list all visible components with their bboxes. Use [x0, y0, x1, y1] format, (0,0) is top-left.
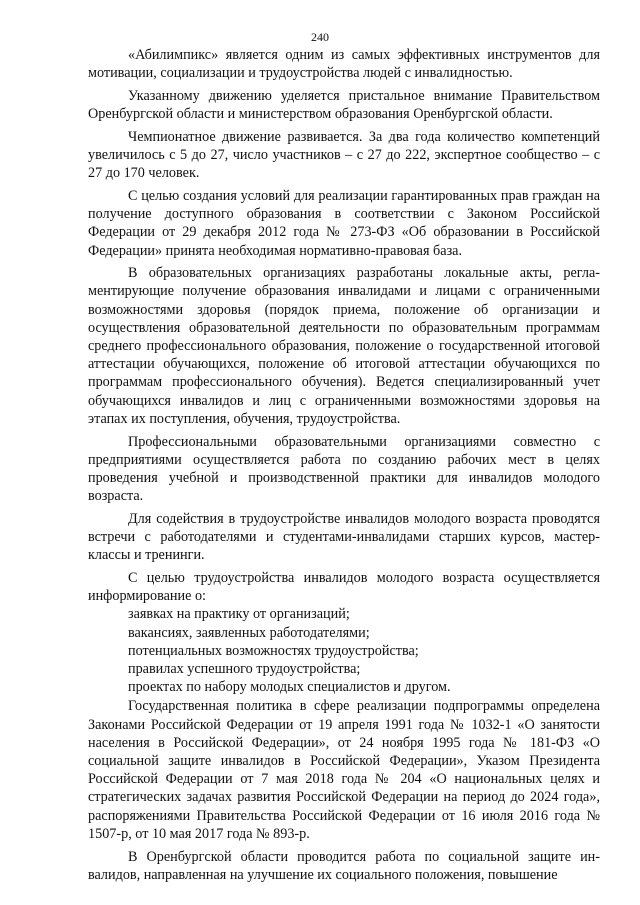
paragraph-employer-meetings: Для содействия в трудоустройстве инвалидов молодого возраста проводятся встречи с работодателями и студентами-инвалидами старших курсов, мастер-классы и тренинги.	[88, 510, 600, 564]
paragraph-local-acts: В образовательных организациях разработаны локальные акты, регламентирующие получение образования инвалидами и лицами с ограниченными возможностями здоровья (порядок приема, положение об организации и осуществления образовательной деятельности по образовательным программам среднего профессионального образования, положение о государственной итоговой аттестации обучающихся, положение об итоговой аттестации обучающихся по программам профессионального обучения). Ведется специализированный учет обучающихся инвалидов и лиц с ограниченными возможностями здоровья на этапах их поступления, обучения, трудоустройства.	[88, 265, 600, 427]
paragraph-state-policy: Государственная политика в сфере реализации подпрограммы определена Законами Российской Федерации от 19 апреля 1991 года № 1032-1 «О занятости населения в Российской Федерации», от 24 ноября 1995 года № 181-ФЗ «О социальной защите инвалидов в Российской Федерации», Указом Президента Российской Федерации от 7 мая 2018 года № 204 «О национальных целях и стратегических задачах развития Российской Федерации на период до 2024 года», распоряжениями Правительства Российской Федерации от 16 июля 2016 года № 1507-р, от 10 мая 2017 года № 893-р.	[88, 698, 600, 842]
paragraph-government-attention: Указанному движению уделяется пристальное внимание Правительством Оренбургской области и министерством образования Оренбургской области.	[88, 87, 600, 123]
informing-list	[88, 605, 600, 696]
paragraph-legal-base: С целью создания условий для реализации гарантированных прав граждан на получение доступного образования в соответствии с Законом Российской Федерации от 29 декабря 2012 года № 273-ФЗ «Об образовании в Российской Федерации» принята необходимая нормативно-правовая база.	[88, 187, 600, 259]
list-item: вакансиях, заявленных работодателями;	[128, 624, 370, 641]
list-item: потенциальных возможностях трудоустройства;	[128, 642, 419, 659]
list-item: правилах успешного трудоустройства;	[128, 661, 361, 677]
list-item: заявках на практику от организаций;	[128, 606, 350, 623]
paragraph-abilympics: «Абилимпикс» является одним из самых эффективных инструментов для мотивации, социализации и трудоустройства людей с инвалидностью.	[88, 47, 600, 82]
paragraph-social-protection: В Оренбургской области проводится работа по социальной защите инвалидов, направленная на улучшение их социального положения, повышение	[88, 848, 600, 883]
paragraph-championship-growth: Чемпионатное движение развивается. За два года количество компетенций увеличилось с 5 до 27, число участников – с 27 до 222, экспертное сообщество – с 27 до 170 человек.	[88, 128, 600, 182]
body-text	[88, 46, 600, 888]
page-number: 240	[311, 30, 329, 44]
paragraph-workplaces: Профессиональными образовательными организациями совместно с предприятиями осуществляется работа по созданию рабочих мест в целях проведения учебной и производственной практики для инвалидов молодого возраста.	[88, 433, 600, 505]
paragraph-informing-intro: С целью трудоустройства инвалидов молодого возраста осуществляется информирование о:	[88, 569, 600, 605]
list-item: проектах по набору молодых специалистов и другом.	[128, 679, 451, 696]
